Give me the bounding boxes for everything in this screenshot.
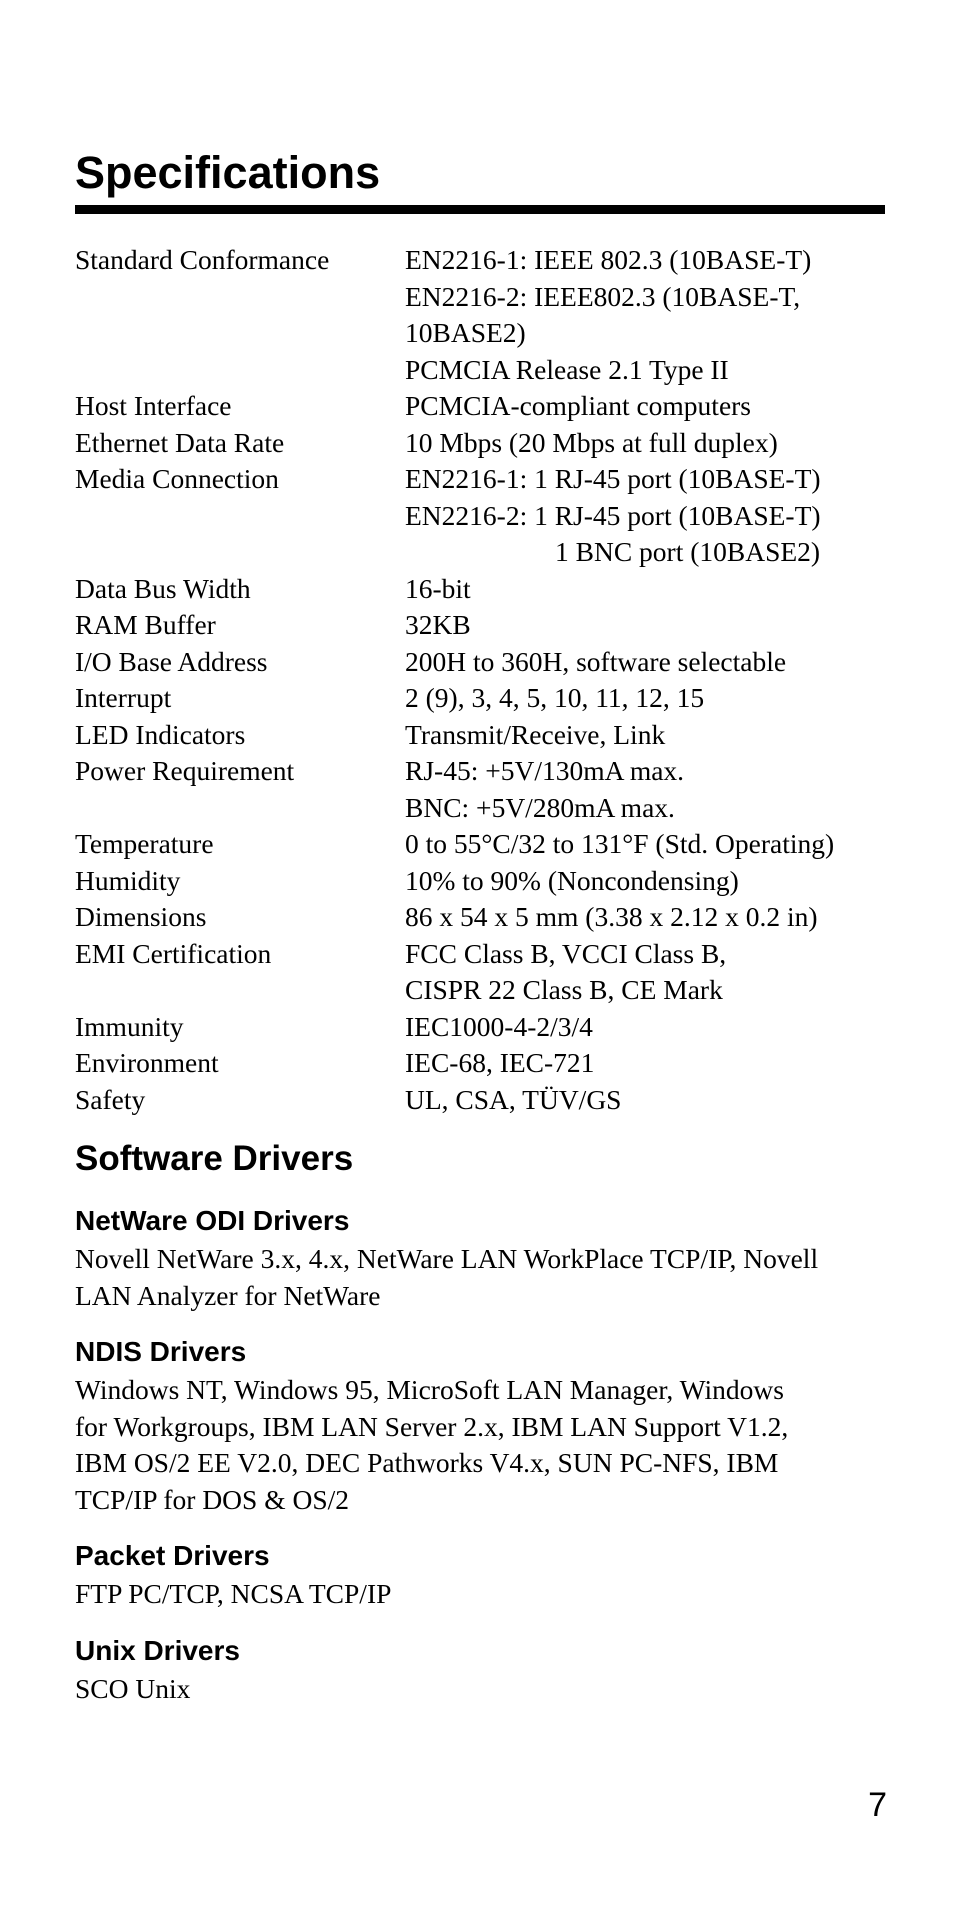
spec-label: Host Interface [75,390,232,421]
spec-values [405,1082,885,1119]
spec-row [75,717,885,754]
spec-label: Safety [75,1083,146,1115]
spec-values [405,242,885,388]
driver-section-heading: NDIS Drivers [75,1336,247,1367]
spec-value-line: IEC1000-4-2/3/4 [405,1010,593,1042]
spec-values [405,680,885,717]
spec-row [75,936,885,1009]
driver-section-ndis [75,1334,895,1518]
title-rule [75,205,885,214]
spec-value-line: CISPR 22 Class B, CE Mark [405,974,723,1005]
driver-section-heading: Unix Drivers [75,1634,240,1666]
driver-text-line: Windows NT, Windows 95, MicroSoft LAN Manager, Windows [75,1374,784,1405]
spec-label: Temperature [75,828,214,859]
spec-row [75,1045,885,1082]
driver-section-netware-odi [75,1203,895,1314]
spec-values [405,571,885,608]
spec-label: Standard Conformance [75,244,330,275]
spec-values [405,461,885,571]
driver-text-line: IBM OS/2 EE V2.0, DEC Pathworks V4.x, SUN PC-NFS, IBM [75,1447,779,1478]
driver-section-text [75,1372,895,1518]
spec-value-line: UL, CSA, TÜV/GS [405,1083,622,1115]
spec-label: LED Indicators [75,718,246,750]
spec-values [405,863,885,900]
spec-value-line: EN2216-2: IEEE802.3 (10BASE-T, [405,280,801,312]
spec-row [75,1082,885,1119]
software-drivers-list [75,1203,895,1727]
spec-label: Power Requirement [75,755,295,786]
spec-values [405,753,885,826]
spec-value-line: 2 (9), 3, 4, 5, 10, 11, 12, 15 [405,682,705,713]
spec-value-line: EN2216-1: 1 RJ-45 port (10BASE-T) [405,463,821,494]
spec-label: Immunity [75,1010,184,1042]
spec-value-line: PCMCIA-compliant computers [405,390,752,421]
spec-values [405,425,885,462]
spec-value-line: IEC-68, IEC-721 [405,1047,595,1078]
spec-row [75,644,885,681]
driver-section-packet [75,1538,895,1613]
spec-row [75,461,885,571]
spec-row [75,899,885,936]
spec-value-line: 0 to 55°C/32 to 131°F (Std. Operating) [405,828,835,859]
driver-section-text [75,1671,895,1708]
spec-row [75,863,885,900]
spec-row [75,388,885,425]
spec-row [75,425,885,462]
page-title: Specifications [75,147,381,198]
spec-table [75,242,885,1118]
driver-section-unix [75,1633,895,1708]
driver-text-line: Novell NetWare 3.x, 4.x, NetWare LAN WorkPlace TCP/IP, Novell [75,1243,819,1274]
spec-values [405,644,885,681]
driver-section-text [75,1241,895,1314]
spec-values [405,1045,885,1082]
spec-values [405,1009,885,1046]
software-drivers-heading: Software Drivers [75,1139,354,1178]
spec-label: Ethernet Data Rate [75,426,285,458]
spec-row [75,826,885,863]
spec-row [75,607,885,644]
spec-values [405,388,885,425]
driver-section-text [75,1576,895,1613]
spec-label: RAM Buffer [75,609,216,640]
spec-label: Environment [75,1047,219,1078]
spec-value-line: 1 BNC port (10BASE2) [555,536,821,567]
spec-value-line: PCMCIA Release 2.1 Type II [405,353,729,385]
spec-value-line: EN2216-2: 1 RJ-45 port (10BASE-T) [405,499,821,531]
driver-text-line: TCP/IP for DOS & OS/2 [75,1483,350,1515]
spec-row [75,571,885,608]
driver-text-line: FTP PC/TCP, NCSA TCP/IP [75,1578,392,1609]
driver-section-heading: Packet Drivers [75,1540,270,1571]
spec-value-line: 200H to 360H, software selectable [405,645,787,677]
spec-value-line: FCC Class B, VCCI Class B, [405,937,727,969]
driver-section-heading: NetWare ODI Drivers [75,1205,350,1236]
spec-row [75,1009,885,1046]
spec-value-line: 86 x 54 x 5 mm (3.38 x 2.12 x 0.2 in) [405,901,818,932]
spec-value-line: EN2216-1: IEEE 802.3 (10BASE-T) [405,244,812,275]
spec-values [405,717,885,754]
spec-row [75,242,885,388]
spec-value-line: 10 Mbps (20 Mbps at full duplex) [405,426,778,458]
driver-text-line: LAN Analyzer for NetWare [75,1279,381,1311]
spec-row [75,680,885,717]
spec-value-line: Transmit/Receive, Link [405,718,666,750]
spec-label: Interrupt [75,682,172,713]
spec-value-line: 10% to 90% (Noncondensing) [405,864,739,896]
spec-values [405,899,885,936]
spec-values [405,826,885,863]
spec-label: Humidity [75,864,181,896]
page-number: 7 [868,1786,887,1824]
spec-row [75,753,885,826]
spec-label: Dimensions [75,901,207,932]
driver-text-line: SCO Unix [75,1672,191,1704]
spec-value-line: BNC: +5V/280mA max. [405,791,675,823]
spec-label: Media Connection [75,463,279,494]
spec-label: I/O Base Address [75,645,268,677]
spec-values [405,936,885,1009]
spec-value-line: RJ-45: +5V/130mA max. [405,755,685,786]
spec-label: EMI Certification [75,937,272,969]
spec-value-line: 16-bit [405,572,471,604]
spec-label: Data Bus Width [75,572,251,604]
spec-values [405,607,885,644]
spec-value-line: 32KB [405,609,471,640]
driver-text-line: for Workgroups, IBM LAN Server 2.x, IBM LAN Support V1.2, [75,1410,789,1442]
spec-value-line: 10BASE2) [405,317,526,348]
